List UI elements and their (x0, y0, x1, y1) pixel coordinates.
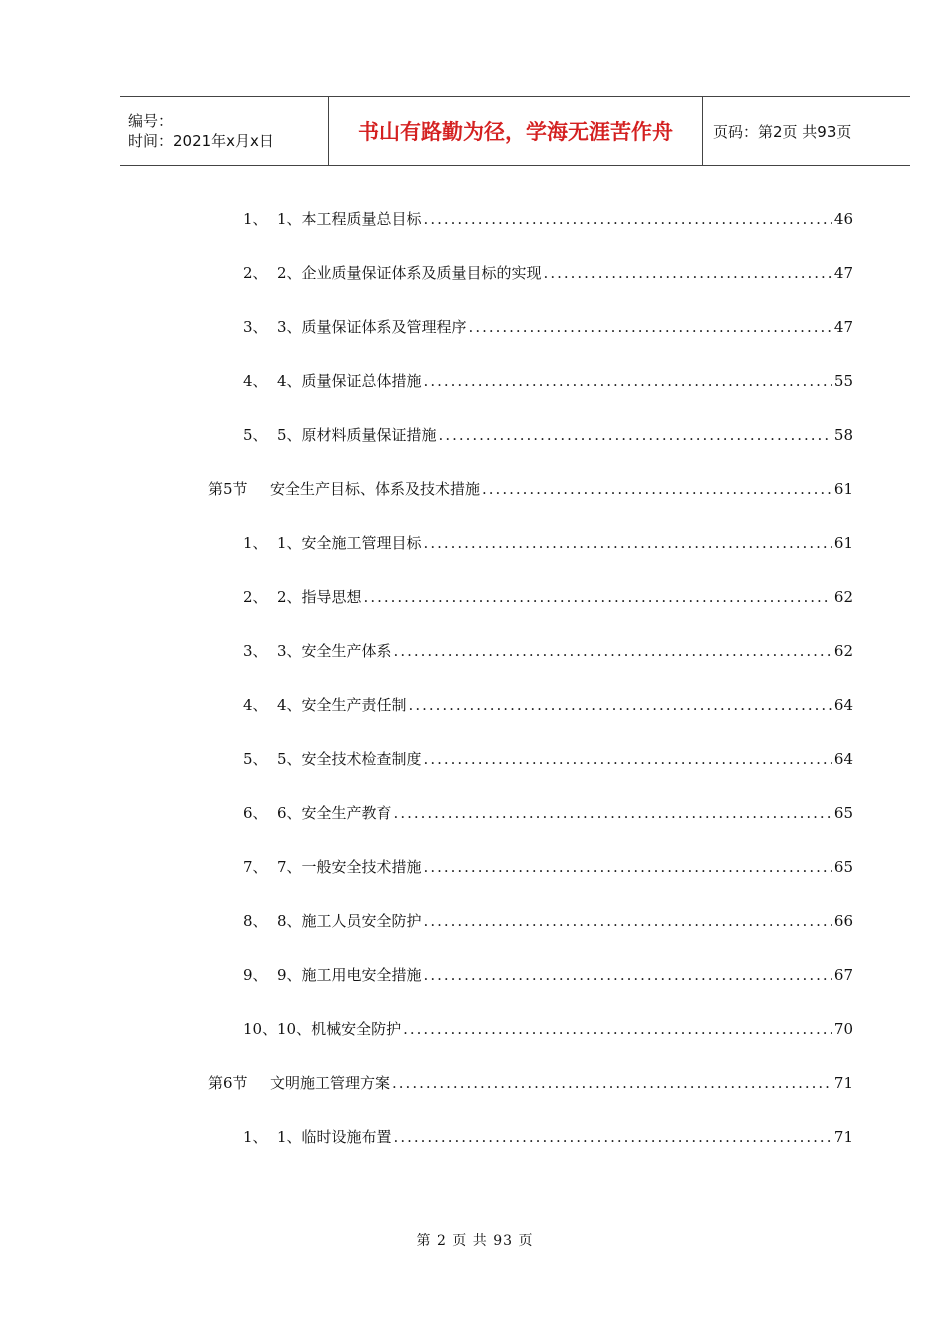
toc-page-number: 71 (833, 1074, 853, 1092)
toc-title: 3、安全生产体系 (277, 642, 392, 660)
toc-title: 1、安全施工管理目标 (277, 534, 422, 552)
toc-title: 6、安全生产教育 (277, 804, 392, 822)
toc-number: 9、 (243, 966, 268, 984)
toc-title: 4、安全生产责任制 (277, 696, 407, 714)
toc-number: 2、 (243, 264, 268, 282)
toc-title: 10、机械安全防护 (277, 1020, 402, 1038)
header-meta (120, 97, 329, 165)
toc-page-number: 64 (833, 750, 853, 768)
toc-title: 4、质量保证总体措施 (277, 372, 422, 390)
toc-leader-dots (424, 534, 832, 552)
toc-item[interactable] (243, 640, 853, 662)
header-page-info (703, 97, 910, 165)
toc-leader-dots (394, 804, 832, 822)
toc-item[interactable] (243, 694, 853, 716)
toc-leader-dots (424, 858, 832, 876)
toc-leader-dots (482, 480, 832, 498)
toc-number: 第6节 (208, 1074, 248, 1092)
toc-leader-dots (424, 912, 832, 930)
toc-page-number: 65 (833, 858, 853, 876)
toc-number: 2、 (243, 588, 268, 606)
toc-leader-dots (424, 372, 832, 390)
toc-number: 5、 (243, 750, 268, 768)
toc-title: 8、施工人员安全防护 (277, 912, 422, 930)
toc-section[interactable] (208, 478, 853, 500)
page-header (120, 96, 910, 166)
time-label: 时间：2021年x月x日 (128, 132, 274, 150)
toc-item[interactable] (243, 262, 853, 284)
toc-item[interactable] (243, 532, 853, 554)
toc-item[interactable] (243, 424, 853, 446)
toc-title: 7、一般安全技术措施 (277, 858, 422, 876)
motto-text: 书山有路勤为径，学海无涯苦作舟 (358, 120, 673, 144)
toc-title: 9、施工用电安全措施 (277, 966, 422, 984)
toc-number: 10、 (243, 1020, 278, 1038)
toc-leader-dots (469, 318, 832, 336)
toc-title: 2、企业质量保证体系及质量目标的实现 (277, 264, 542, 282)
toc-leader-dots (424, 966, 832, 984)
toc-number: 第5节 (208, 480, 248, 498)
toc-item[interactable] (243, 1018, 853, 1040)
toc-item[interactable] (243, 856, 853, 878)
toc-page-number: 65 (833, 804, 853, 822)
toc-number: 8、 (243, 912, 268, 930)
toc-leader-dots (364, 588, 832, 606)
toc-number: 7、 (243, 858, 268, 876)
toc-title: 1、临时设施布置 (277, 1128, 392, 1146)
toc-number: 1、 (243, 210, 268, 228)
page-info-text: 页码：第2页 共93页 (713, 122, 852, 141)
page-footer: 第 2 页 共 93 页 (416, 1233, 534, 1249)
toc-number: 1、 (243, 1128, 268, 1146)
toc-title: 安全生产目标、体系及技术措施 (270, 480, 481, 498)
toc-title: 5、安全技术检查制度 (277, 750, 422, 768)
toc-item[interactable] (243, 208, 853, 230)
toc-item[interactable] (243, 370, 853, 392)
toc-leader-dots (392, 1074, 832, 1092)
toc-page-number: 70 (833, 1020, 853, 1038)
toc-page-number: 64 (833, 696, 853, 714)
toc-page-number: 61 (833, 480, 853, 498)
toc-item[interactable] (243, 586, 853, 608)
toc-page-number: 62 (833, 642, 853, 660)
toc-page-number: 61 (833, 534, 853, 552)
toc-page-number: 62 (833, 588, 853, 606)
toc-number: 3、 (243, 318, 268, 336)
toc-item[interactable] (243, 1126, 853, 1148)
toc-page-number: 55 (833, 372, 853, 390)
toc-leader-dots (439, 426, 832, 444)
toc-title: 文明施工管理方案 (270, 1074, 391, 1092)
toc-page-number: 67 (833, 966, 853, 984)
toc-title: 2、指导思想 (277, 588, 362, 606)
toc-page-number: 58 (833, 426, 853, 444)
header-motto (329, 97, 703, 165)
toc-item[interactable] (243, 802, 853, 824)
toc-number: 1、 (243, 534, 268, 552)
toc-leader-dots (424, 210, 832, 228)
toc-number: 4、 (243, 696, 268, 714)
toc-page-number: 47 (833, 318, 853, 336)
toc-leader-dots (403, 1020, 832, 1038)
toc-item[interactable] (243, 748, 853, 770)
toc-leader-dots (394, 642, 832, 660)
toc-page-number: 46 (833, 210, 853, 228)
toc-item[interactable] (243, 316, 853, 338)
toc-number: 5、 (243, 426, 268, 444)
toc-title: 5、原材料质量保证措施 (277, 426, 437, 444)
toc-number: 3、 (243, 642, 268, 660)
toc-item[interactable] (243, 964, 853, 986)
toc-page-number: 66 (833, 912, 853, 930)
toc-page-number: 47 (833, 264, 853, 282)
toc-page-number: 71 (833, 1128, 853, 1146)
toc-title: 3、质量保证体系及管理程序 (277, 318, 467, 336)
toc-title: 1、本工程质量总目标 (277, 210, 422, 228)
toc-section[interactable] (208, 1072, 853, 1094)
toc-leader-dots (544, 264, 832, 282)
toc-item[interactable] (243, 910, 853, 932)
toc-number: 6、 (243, 804, 268, 822)
toc-leader-dots (424, 750, 832, 768)
serial-label: 编号： (128, 112, 174, 130)
toc-leader-dots (409, 696, 832, 714)
toc-leader-dots (394, 1128, 832, 1146)
toc-number: 4、 (243, 372, 268, 390)
